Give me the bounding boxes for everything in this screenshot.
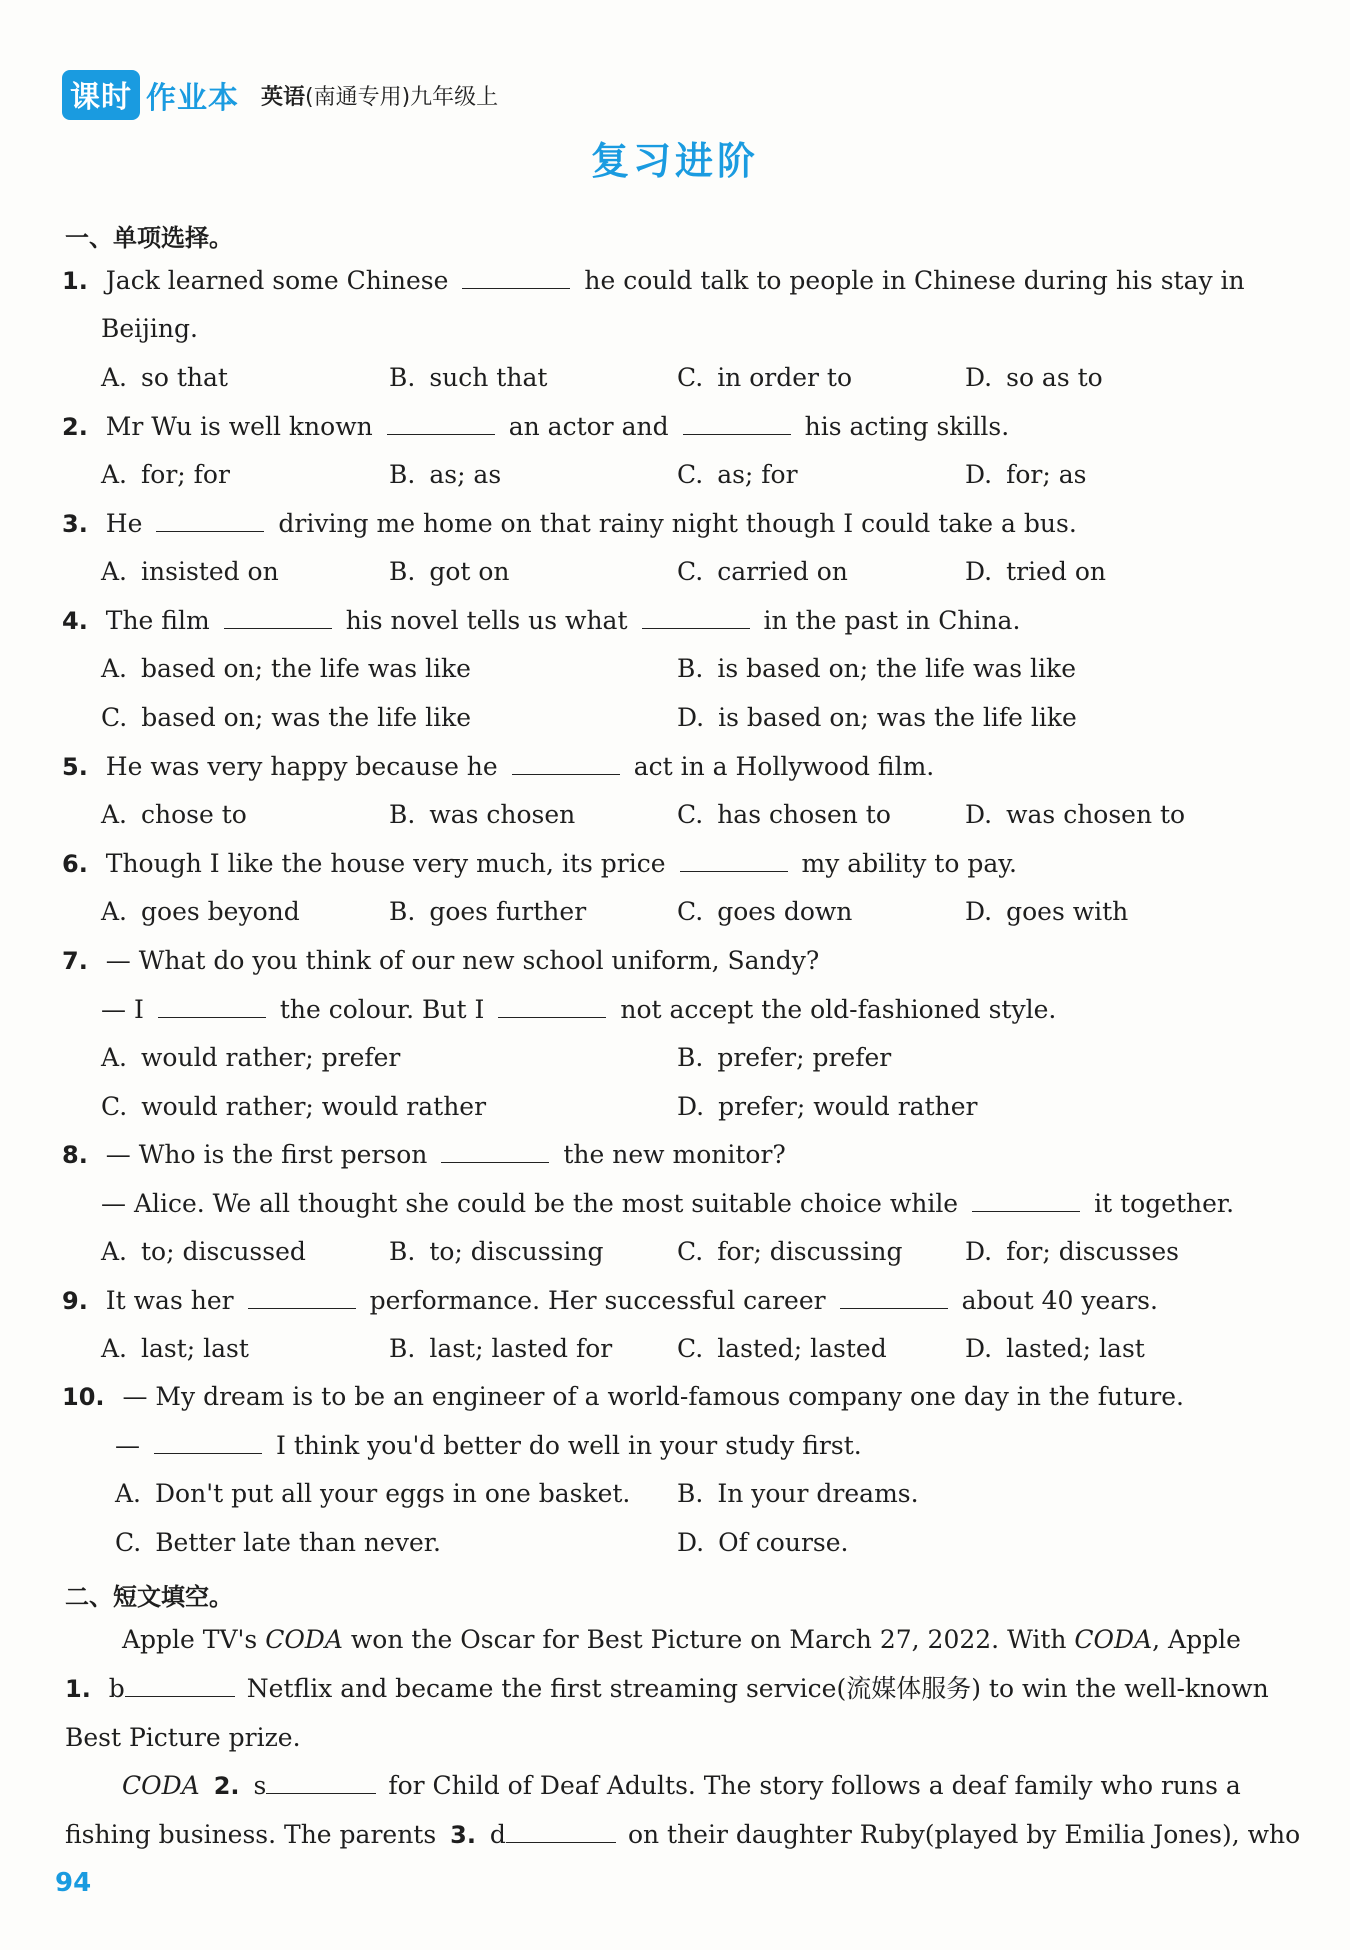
option-a[interactable]: A. chose to [101, 800, 247, 829]
question-7-reply: — I the colour. But I not accept the old-fashioned style. [101, 995, 1057, 1024]
answer-blank[interactable] [972, 1191, 1080, 1212]
option-d[interactable]: D. prefer; would rather [677, 1092, 978, 1121]
subject-detail: (南通专用)九年级上 [305, 84, 499, 110]
section-title: 复习进阶 [590, 139, 759, 183]
answer-blank[interactable] [506, 1822, 616, 1843]
film-title: CODA [122, 1771, 200, 1800]
option-b[interactable]: B. to; discussing [389, 1237, 604, 1266]
option-b[interactable]: B. is based on; the life was like [677, 654, 1076, 683]
option-c[interactable]: C. for; discussing [677, 1237, 903, 1266]
option-a[interactable]: A. based on; the life was like [101, 654, 471, 683]
option-a[interactable]: A. goes beyond [101, 897, 300, 926]
subject-name: 英语 [261, 84, 306, 110]
brand-logo: 课时 [62, 70, 140, 120]
answer-blank[interactable] [154, 1433, 262, 1454]
blank-number: 1. [65, 1675, 91, 1703]
question-8: 8. — Who is the first person the new monitor? [62, 1140, 786, 1169]
answer-blank[interactable] [266, 1773, 376, 1794]
answer-blank[interactable] [462, 268, 570, 289]
film-title: CODA [265, 1625, 343, 1654]
question-number: 6. [62, 850, 88, 878]
question-number: 2. [62, 413, 88, 441]
option-c[interactable]: C. as; for [677, 460, 798, 489]
question-number: 1. [62, 267, 88, 295]
question-7: 7. — What do you think of our new school uniform, Sandy? [62, 946, 820, 975]
question-number: 5. [62, 753, 88, 781]
question-9: 9. It was her performance. Her successful career about 40 years. [62, 1286, 1158, 1315]
option-b[interactable]: B. last; lasted for [389, 1334, 613, 1363]
option-b[interactable]: B. got on [389, 557, 510, 586]
answer-blank[interactable] [642, 608, 750, 629]
option-d[interactable]: D. lasted; last [965, 1334, 1145, 1363]
option-a[interactable]: A. for; for [101, 460, 230, 489]
question-number: 9. [62, 1287, 88, 1315]
part2-heading: 二、短文填空。 [65, 1583, 233, 1611]
option-d[interactable]: D. goes with [965, 897, 1129, 926]
passage-line-1: Apple TV's CODA won the Oscar for Best Picture on March 27, 2022. With CODA, Apple [122, 1625, 1241, 1654]
answer-blank[interactable] [248, 1288, 356, 1309]
part1-heading: 一、单项选择。 [65, 224, 233, 252]
blank-number: 2. [213, 1772, 240, 1800]
option-b[interactable]: B. In your dreams. [677, 1479, 919, 1508]
option-a[interactable]: A. would rather; prefer [101, 1043, 401, 1072]
option-a[interactable]: A. so that [101, 363, 228, 392]
option-c[interactable]: C. Better late than never. [115, 1528, 441, 1557]
option-d[interactable]: D. is based on; was the life like [677, 703, 1077, 732]
question-8-reply: — Alice. We all thought she could be the most suitable choice while it together. [101, 1189, 1235, 1218]
question-5: 5. He was very happy because he act in a Hollywood film. [62, 752, 935, 781]
question-6: 6. Though I like the house very much, its price my ability to pay. [62, 849, 1017, 878]
answer-blank[interactable] [224, 608, 332, 629]
option-a[interactable]: A. last; last [101, 1334, 249, 1363]
option-c[interactable]: C. would rather; would rather [101, 1092, 487, 1121]
answer-blank[interactable] [512, 754, 620, 775]
question-text: he could talk to people in Chinese during his stay in [584, 266, 1245, 295]
question-number: 7. [62, 947, 88, 975]
question-number: 10. [62, 1383, 105, 1411]
question-1-cont: Beijing. [101, 314, 198, 343]
answer-blank[interactable] [125, 1676, 235, 1697]
question-3: 3. He driving me home on that rainy night though I could take a bus. [62, 509, 1077, 538]
option-b[interactable]: B. as; as [389, 460, 502, 489]
option-a[interactable]: A. insisted on [101, 557, 279, 586]
option-c[interactable]: C. goes down [677, 897, 853, 926]
subject-label [261, 80, 498, 111]
answer-blank[interactable] [156, 511, 264, 532]
passage-line-4: CODA 2. s for Child of Deaf Adults. The story follows a deaf family who runs a [122, 1771, 1241, 1800]
passage-line-3: Best Picture prize. [65, 1723, 301, 1752]
question-4: 4. The film his novel tells us what in the past in China. [62, 606, 1021, 635]
blank-number: 3. [450, 1821, 476, 1849]
option-d[interactable]: D. for; discusses [965, 1237, 1179, 1266]
question-10: 10. — My dream is to be an engineer of a world-famous company one day in the future. [62, 1382, 1184, 1411]
answer-blank[interactable] [158, 997, 266, 1018]
answer-blank[interactable] [683, 414, 791, 435]
page-header [62, 70, 498, 120]
answer-blank[interactable] [387, 414, 495, 435]
passage-line-5: fishing business. The parents 3. d on their daughter Ruby(played by Emilia Jones), who [65, 1820, 1301, 1849]
option-c[interactable]: C. in order to [677, 363, 853, 392]
option-b[interactable]: B. was chosen [389, 800, 576, 829]
option-c[interactable]: C. lasted; lasted [677, 1334, 887, 1363]
question-number: 3. [62, 510, 88, 538]
answer-blank[interactable] [441, 1142, 549, 1163]
option-d[interactable]: D. was chosen to [965, 800, 1186, 829]
option-d[interactable]: D. Of course. [677, 1528, 849, 1557]
question-1 [62, 265, 1245, 297]
answer-blank[interactable] [840, 1288, 948, 1309]
option-b[interactable]: B. prefer; prefer [677, 1043, 892, 1072]
question-text: Jack learned some Chinese [105, 266, 449, 295]
option-c[interactable]: C. has chosen to [677, 800, 891, 829]
option-d[interactable]: D. so as to [965, 363, 1103, 392]
question-2: 2. Mr Wu is well known an actor and his acting skills. [62, 412, 1010, 441]
option-b[interactable]: B. goes further [389, 897, 587, 926]
option-b[interactable]: B. such that [389, 363, 548, 392]
answer-blank[interactable] [498, 997, 606, 1018]
passage-line-2: 1. b Netflix and became the first streaming service(流媒体服务) to win the well-known [65, 1674, 1269, 1703]
question-number: 8. [62, 1141, 88, 1169]
option-a[interactable]: A. Don't put all your eggs in one basket. [115, 1479, 631, 1508]
option-d[interactable]: D. for; as [965, 460, 1087, 489]
film-title: CODA [1074, 1625, 1153, 1654]
brand-name: 作业本 [146, 81, 239, 116]
question-10-reply: — I think you'd better do well in your study first. [115, 1431, 862, 1460]
option-a[interactable]: A. to; discussed [101, 1237, 306, 1266]
option-c[interactable]: C. based on; was the life like [101, 703, 472, 732]
option-d[interactable]: D. tried on [965, 557, 1106, 586]
page-number: 94 [55, 1868, 92, 1898]
answer-blank[interactable] [680, 851, 788, 872]
question-number: 4. [62, 607, 88, 635]
option-c[interactable]: C. carried on [677, 557, 848, 586]
